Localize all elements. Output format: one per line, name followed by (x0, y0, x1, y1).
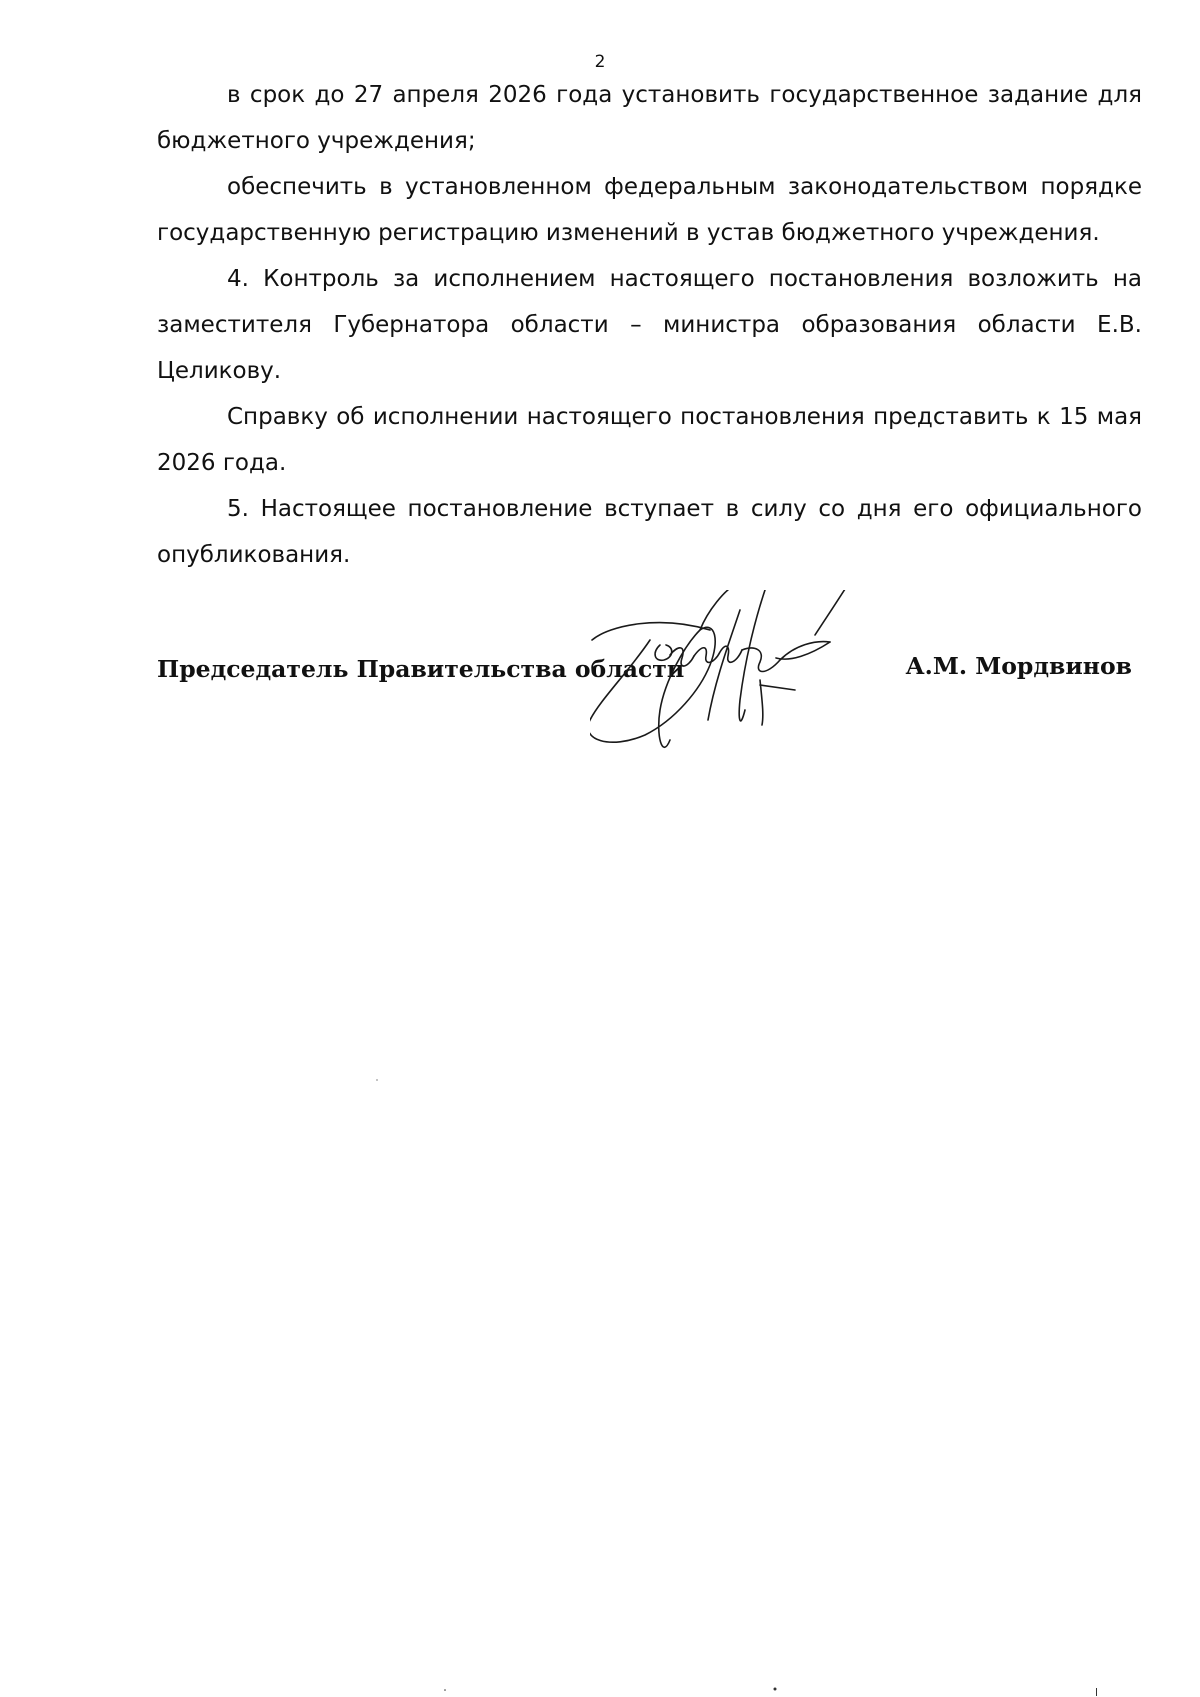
paragraph-control: 4. Контроль за исполнением настоящего постановления возложить на заместителя Губернатора области – министра образования области Е.В. Целикову. (157, 266, 1142, 384)
page-number: 2 (594, 52, 606, 72)
paragraph-effective-date: 5. Настоящее постановление вступает в силу со дня его официального опубликования. (157, 496, 1142, 568)
signatory-name: А.М. Мордвинов (905, 652, 1132, 680)
paragraph-registration: обеспечить в установленном федеральным законодательством порядке государственную регистрацию изменений в устав бюджетного учреждения. (157, 174, 1142, 246)
paragraph-state-task: в срок до 27 апреля 2026 года установить государственное задание для бюджетного учреждения; (157, 82, 1142, 154)
signatory-position: Председатель Правительства области (157, 655, 685, 683)
paragraph-report: Справку об исполнении настоящего постановления представить к 15 мая 2026 года. (157, 404, 1142, 476)
